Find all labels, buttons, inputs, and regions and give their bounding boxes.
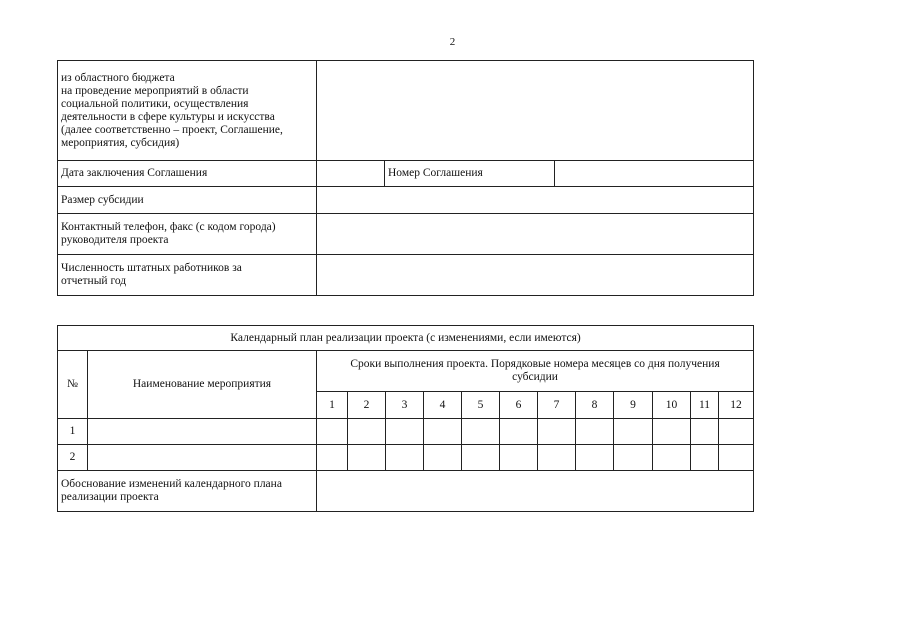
month-cell[interactable] bbox=[424, 445, 462, 471]
justification-field[interactable] bbox=[317, 471, 754, 512]
plan-title: Календарный план реализации проекта (с изменениями, если имеются) bbox=[58, 326, 754, 351]
col-number-header: № bbox=[58, 351, 88, 419]
project-info-table bbox=[57, 60, 754, 296]
month-cell[interactable] bbox=[462, 445, 500, 471]
month-cell[interactable] bbox=[653, 445, 691, 471]
col-terms-header: Сроки выполнения проекта. Порядковые номера месяцев со дня получения субсидии bbox=[317, 351, 754, 392]
month-cell[interactable] bbox=[538, 419, 576, 445]
month-header: 6 bbox=[500, 392, 538, 419]
justification-label: Обоснование изменений календарного плана реализации проекта bbox=[58, 471, 317, 512]
row-number: 2 bbox=[58, 445, 88, 471]
calendar-plan-table bbox=[57, 325, 754, 512]
month-cell[interactable] bbox=[614, 419, 653, 445]
table-row bbox=[58, 445, 754, 471]
month-cell[interactable] bbox=[317, 419, 348, 445]
month-cell[interactable] bbox=[653, 419, 691, 445]
month-cell[interactable] bbox=[500, 419, 538, 445]
page-number: 2 bbox=[449, 36, 456, 48]
month-header: 8 bbox=[576, 392, 614, 419]
month-header: 7 bbox=[538, 392, 576, 419]
agreement-date-field[interactable] bbox=[317, 161, 385, 187]
contact-field[interactable] bbox=[317, 214, 754, 255]
subsidy-size-field[interactable] bbox=[317, 187, 754, 214]
month-cell[interactable] bbox=[614, 445, 653, 471]
contact-label: Контактный телефон, факс (с кодом города) руководителя проекта bbox=[58, 214, 317, 255]
month-cell[interactable] bbox=[348, 445, 386, 471]
month-cell[interactable] bbox=[576, 419, 614, 445]
agreement-number-label: Номер Соглашения bbox=[385, 161, 555, 187]
col-event-header: Наименование мероприятия bbox=[88, 351, 317, 419]
month-header: 12 bbox=[719, 392, 754, 419]
row-number: 1 bbox=[58, 419, 88, 445]
month-cell[interactable] bbox=[538, 445, 576, 471]
month-cell[interactable] bbox=[500, 445, 538, 471]
table-row bbox=[58, 419, 754, 445]
project-description-label: из областного бюджета на проведение мероприятий в области социальной политики, осуществления деятельности в сфере культуры и искусства (далее соответственно – проект, Соглашение, мероприятия, субсидия) bbox=[58, 61, 317, 161]
month-header: 1 bbox=[317, 392, 348, 419]
month-cell[interactable] bbox=[386, 445, 424, 471]
event-name-cell[interactable] bbox=[88, 419, 317, 445]
agreement-date-label: Дата заключения Соглашения bbox=[58, 161, 317, 187]
month-cell[interactable] bbox=[691, 445, 719, 471]
month-cell[interactable] bbox=[424, 419, 462, 445]
month-header: 4 bbox=[424, 392, 462, 419]
month-header: 9 bbox=[614, 392, 653, 419]
subsidy-size-label: Размер субсидии bbox=[58, 187, 317, 214]
month-cell[interactable] bbox=[576, 445, 614, 471]
event-name-cell[interactable] bbox=[88, 445, 317, 471]
agreement-number-field[interactable] bbox=[555, 161, 754, 187]
month-header: 2 bbox=[348, 392, 386, 419]
month-cell[interactable] bbox=[691, 419, 719, 445]
month-header: 3 bbox=[386, 392, 424, 419]
month-header: 10 bbox=[653, 392, 691, 419]
staff-count-label: Численность штатных работников за отчетный год bbox=[58, 255, 317, 296]
month-cell[interactable] bbox=[348, 419, 386, 445]
month-cell[interactable] bbox=[317, 445, 348, 471]
month-cell[interactable] bbox=[386, 419, 424, 445]
month-header: 11 bbox=[691, 392, 719, 419]
month-cell[interactable] bbox=[462, 419, 500, 445]
project-description-field[interactable] bbox=[317, 61, 754, 161]
month-cell[interactable] bbox=[719, 419, 754, 445]
staff-count-field[interactable] bbox=[317, 255, 754, 296]
month-header: 5 bbox=[462, 392, 500, 419]
month-cell[interactable] bbox=[719, 445, 754, 471]
